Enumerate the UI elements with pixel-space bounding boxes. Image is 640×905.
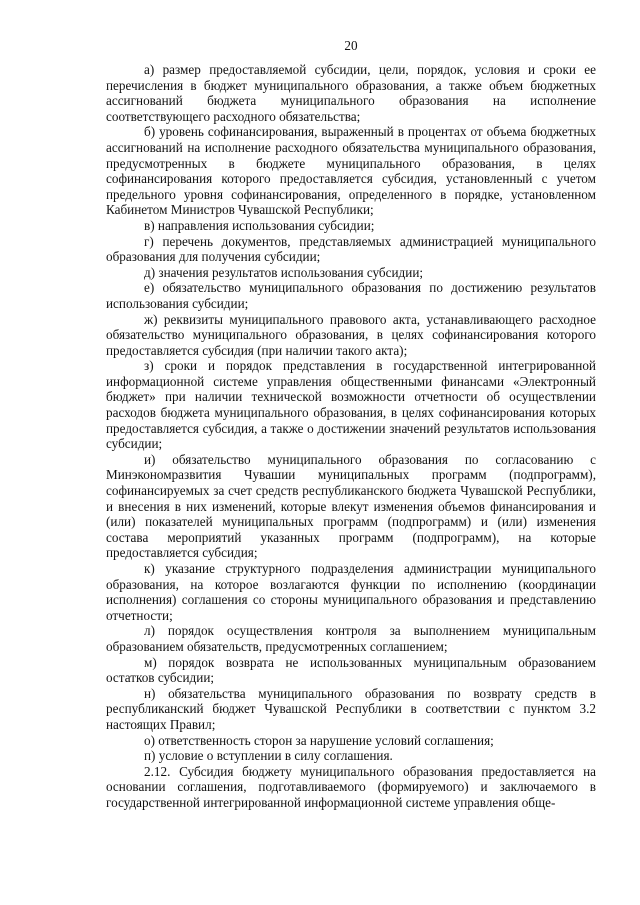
paragraph-o: о) ответственность сторон за нарушение условий соглашения; bbox=[144, 732, 494, 748]
paragraph-n: н) обязательства муниципального образования по возврату средств в республиканский бюджет Чувашской Республики в соответствии с пунктом 3.2 настоящих Правил; bbox=[106, 685, 596, 732]
paragraph-d: д) значения результатов использования субсидии; bbox=[144, 264, 424, 280]
paragraph-z: з) сроки и порядок представления в государственной интегрированной информационной системе управления общественными финансами «Электронный бюджет» при наличии технической возможности отчетности об осуществлении расходов бюджета муниципального образования, в целях софинансирования которых предоставляется субсидия, а также о достижении значений результатов использования субсидии; bbox=[106, 358, 596, 452]
paragraph-b: б) уровень софинансирования, выраженный в процентах от объема бюджетных ассигнований на исполнение расходного обязательства муниципального образования, предусмотренных в бюджете муниципального образования, в целях софинансирования которого предоставляется субсидия, установленный с учетом предельного уровня софинансирования, определенного в порядке, установленном Кабинетом Министров Чувашской Республики; bbox=[106, 124, 596, 218]
paragraph-p: п) условие о вступлении в силу соглашения. bbox=[144, 748, 393, 764]
paragraph-g: г) перечень документов, представляемых администрацией муниципального образования для получения субсидии; bbox=[106, 233, 596, 265]
paragraph-v: в) направления использования субсидии; bbox=[144, 217, 375, 233]
paragraph-a: а) размер предоставляемой субсидии, цели, порядок, условия и сроки ее перечисления в бюджет муниципального образования, а также объем бюджетных ассигнований бюджета муниципального образования на исполнение соответствующего расходного обязательства; bbox=[106, 62, 596, 124]
paragraph-l: л) порядок осуществления контроля за выполнением муниципальным образованием обязательств, предусмотренных соглашением; bbox=[106, 623, 596, 654]
paragraph-k: к) указание структурного подразделения администрации муниципального образования, на которое возлагаются функции по исполнению (координации исполнения) соглашения со стороны муниципального образования и представлению отчетности; bbox=[106, 561, 596, 623]
document-body bbox=[106, 62, 596, 811]
page-number: 20 bbox=[344, 38, 358, 53]
document-page bbox=[106, 38, 596, 811]
paragraph-2-12: 2.12. Субсидия бюджету муниципального образования предоставляется на основании соглашения, подготавливаемого (формируемого) и заключаемого в государственной интегрированной информационной системе управления обще- bbox=[106, 763, 596, 810]
paragraph-zh: ж) реквизиты муниципального правового акта, устанавливающего расходное обязательство муниципального образования, в целях софинансирования которого предоставляется субсидия (при наличии такого акта); bbox=[106, 311, 596, 358]
paragraph-m: м) порядок возврата не использованных муниципальным образованием остатков субсидии; bbox=[106, 654, 596, 686]
paragraph-e: е) обязательство муниципального образования по достижению результатов использования субсидии; bbox=[106, 280, 596, 311]
paragraph-i: и) обязательство муниципального образования по согласованию с Минэкономразвития Чувашии муниципальных программ (подпрограмм), софинансируемых за счет средств республиканского бюджета Чувашской Республики, и внесения в них изменений, которые влекут изменения объемов финансирования и (или) показателей муниципальных программ (подпрограмм) и (или) изменения состава мероприятий указанных программ (подпрограмм), на которые предоставляется субсидия; bbox=[106, 451, 596, 561]
